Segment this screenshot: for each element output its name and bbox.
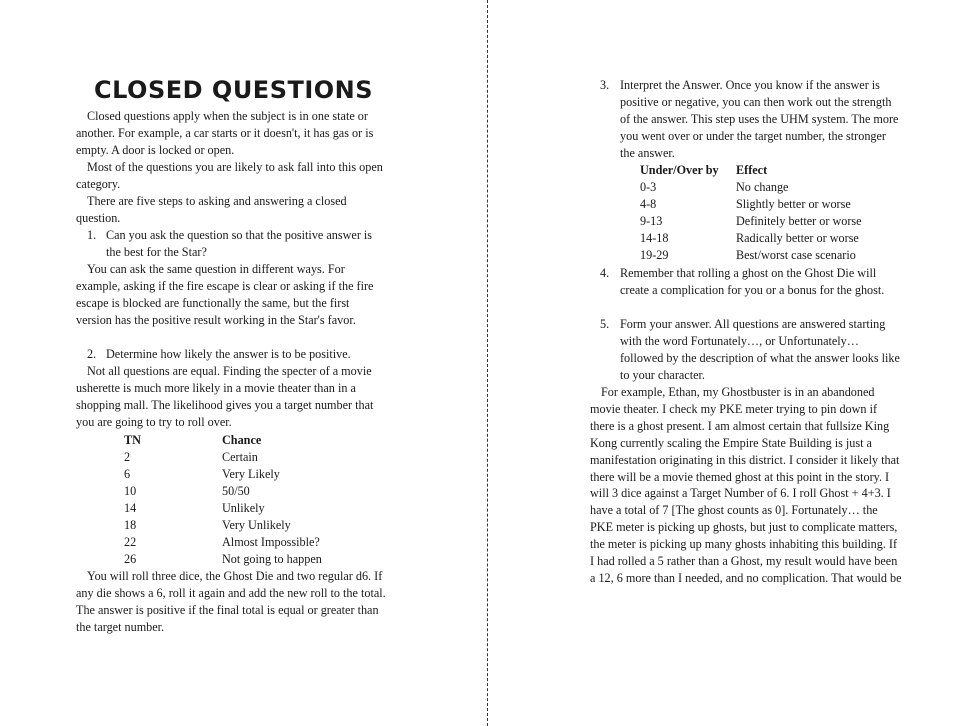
tn-value: 6: [124, 467, 131, 481]
step-1-text: Can you ask the question so that the positive answer is the best for the Star?: [106, 228, 373, 259]
likelihood-paragraph: Not all questions are equal. Finding the specter of a movie usherette is much more likely in a movie theater than in a shopping mall. The likelihood gives you a target number that you are going to try to roll over.: [76, 364, 374, 429]
range-value: 0-3: [640, 180, 657, 194]
tn-value: 10: [124, 484, 137, 498]
step-5-text: Form your answer. All questions are answered starting with the word Fortunately…, or Unfortunately… followed by the description of what the answer looks like to your character.: [620, 317, 900, 382]
step-5-number: 5.: [600, 317, 610, 331]
effect-value: Best/worst case scenario: [736, 248, 856, 262]
effect-header: Effect: [736, 163, 768, 177]
example-paragraph: For example, Ethan, my Ghostbuster is in an abandoned movie theater. I check my PKE meter trying to pin down if there is a ghost present. I am almost certain that fullsize King Kong currently scaling the Empire State Building is just a manifestation originating in this district. I consider it likely that there will be a movie themed ghost at this point in the story. I will 3 dice against a Target Number of 6. I roll Ghost + 4+3. I have a total of 7 [The ghost counts as 0]. Fortunately… the PKE meter is picking up ghosts, but just to complicate matters, the meter is picking up many ghosts inhabiting this building. If I had rolled a 5 rather than a Ghost, my result would have been a 12, 6 more than I needed, and no complication. That would be: [590, 385, 902, 585]
range-value: 14-18: [640, 231, 669, 245]
dice-paragraph: You will roll three dice, the Ghost Die and two regular d6. If any die shows a 6, roll it again and add the new roll to the total. The answer is positive if the final total is equal or greater than the target number.: [76, 569, 386, 634]
table-row: [76, 483, 388, 500]
table-row: [590, 230, 902, 247]
chance-value: Not going to happen: [222, 552, 322, 566]
table-row: [76, 449, 388, 466]
chance-value: Almost Impossible?: [222, 535, 320, 549]
step-4-number: 4.: [600, 266, 610, 280]
range-value: 9-13: [640, 214, 663, 228]
table-row: [76, 551, 388, 568]
table-row: [590, 179, 902, 196]
under-over-header: Under/Over by: [640, 163, 719, 177]
chance-header: Chance: [222, 433, 262, 447]
chance-value: Certain: [222, 450, 258, 464]
chance-value: 50/50: [222, 484, 250, 498]
table-row: [76, 517, 388, 534]
five-steps-paragraph: There are five steps to asking and answering a closed question.: [76, 194, 347, 225]
effect-value: Slightly better or worse: [736, 197, 851, 211]
table-row: [76, 500, 388, 517]
effect-value: No change: [736, 180, 789, 194]
open-category-paragraph: Most of the questions you are likely to ask fall into this open category.: [76, 160, 383, 191]
table-row: [590, 213, 902, 230]
chance-value: Unlikely: [222, 501, 265, 515]
tn-value: 22: [124, 535, 137, 549]
tn-value: 26: [124, 552, 137, 566]
step-2-number: 2.: [87, 347, 97, 361]
effect-table-header: [590, 162, 902, 179]
step-3-text: Interpret the Answer. Once you know if the answer is positive or negative, you can then work out the strength of the answer. This step uses the UHM system. The more you went over or under the target number, the stronger the answer.: [620, 78, 899, 160]
table-row: [76, 534, 388, 551]
page-title: CLOSED QUESTIONS: [94, 76, 374, 104]
phrasing-paragraph: You can ask the same question in different ways. For example, asking if the fire escape is clear or asking if the fire escape is blocked are functionally the same, but the first version has the positive result working in the Star's favor.: [76, 262, 374, 327]
tn-value: 2: [124, 450, 131, 464]
effect-value: Radically better or worse: [736, 231, 859, 245]
step-3-number: 3.: [600, 78, 610, 92]
step-1-number: 1.: [87, 228, 97, 242]
step-4-text: Remember that rolling a ghost on the Ghost Die will create a complication for you or a bonus for the ghost.: [620, 266, 885, 297]
page-divider: [487, 0, 488, 726]
table-row: [590, 247, 902, 264]
tn-value: 14: [124, 501, 137, 515]
chance-value: Very Unlikely: [222, 518, 291, 532]
range-value: 4-8: [640, 197, 657, 211]
tn-header: TN: [124, 433, 141, 447]
range-value: 19-29: [640, 248, 669, 262]
tn-table-header: [76, 432, 388, 449]
effect-value: Definitely better or worse: [736, 214, 862, 228]
table-row: [590, 196, 902, 213]
tn-value: 18: [124, 518, 137, 532]
chance-value: Very Likely: [222, 467, 280, 481]
step-2-text: Determine how likely the answer is to be positive.: [106, 347, 351, 361]
table-row: [76, 466, 388, 483]
intro-paragraph: Closed questions apply when the subject is in one state or another. For example, a car starts or it doesn't, it has gas or is empty. A door is locked or open.: [76, 109, 374, 157]
